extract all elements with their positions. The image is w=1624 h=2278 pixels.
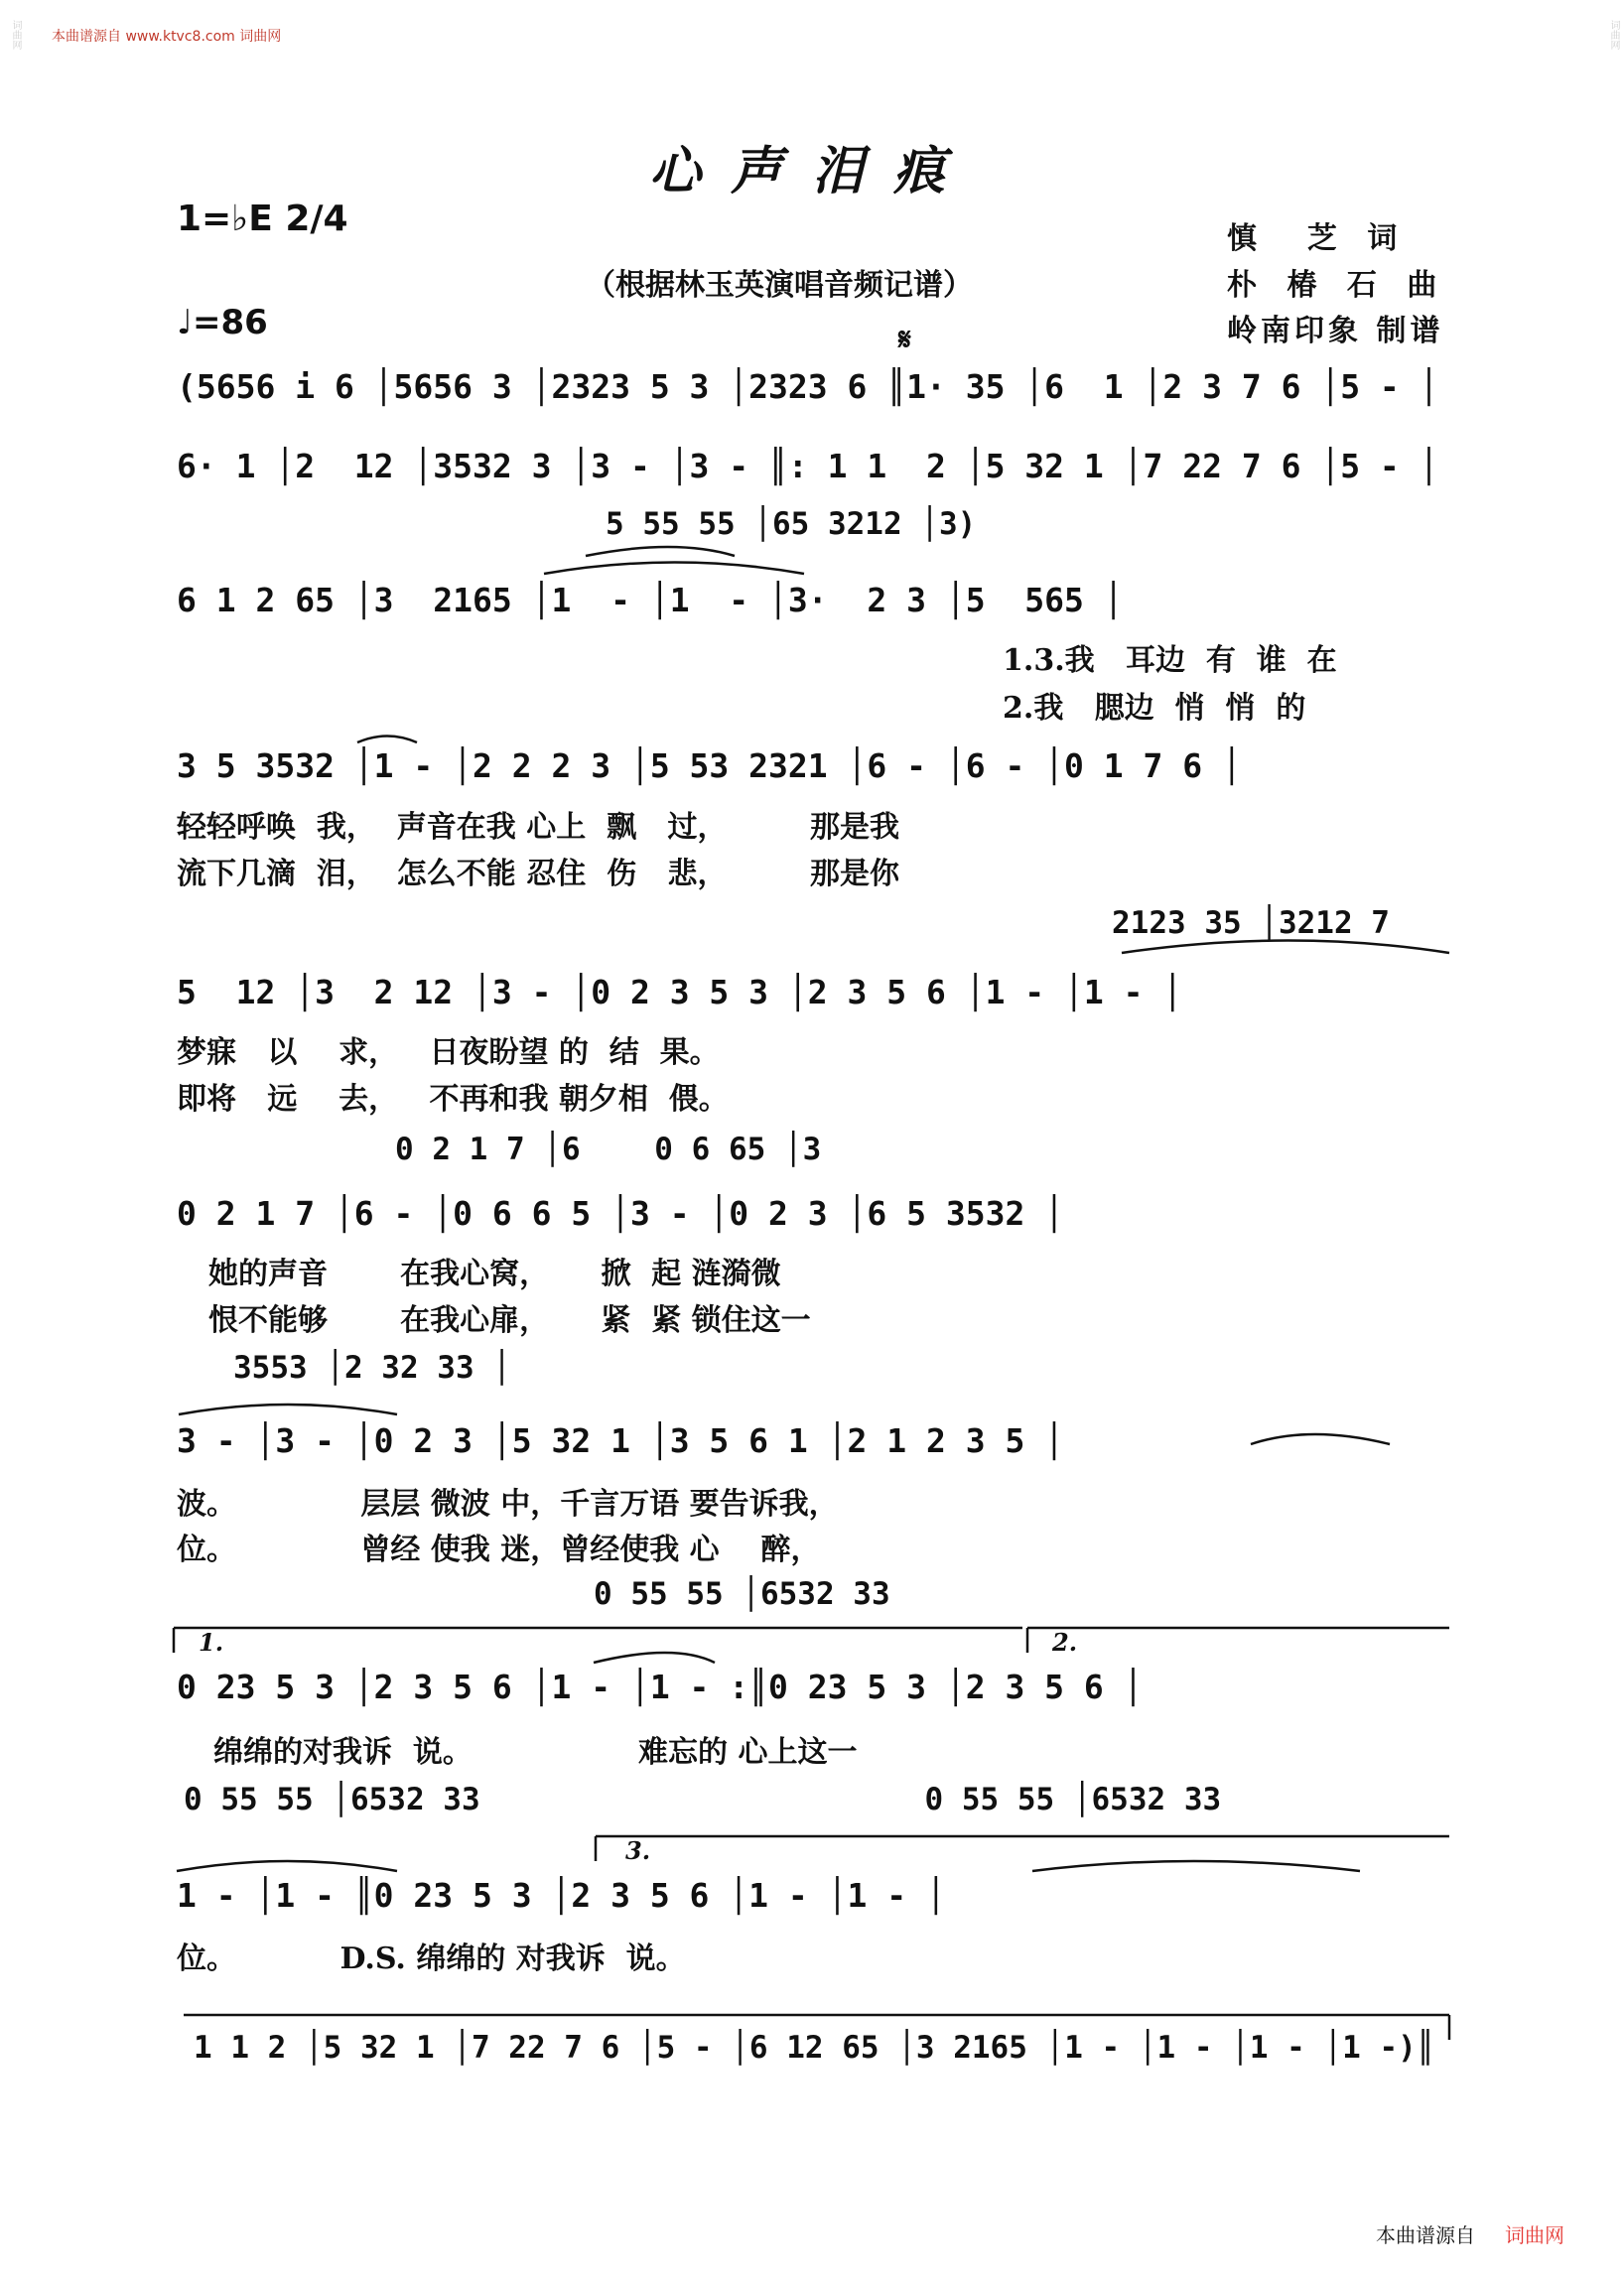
- system-10-notes: 1 1 2 │5 32 1 │7 22 7 6 │5 - │6 12 65 │3 2165 │1 - │1 - │1 - │1 -)║: [194, 2030, 1435, 2066]
- system-8-lyrics-1: 绵绵的对我诉 说。 难忘的 心上这一: [213, 1735, 858, 1770]
- volta-3-label: 3.: [625, 1836, 651, 1865]
- system-8-upper: 0 55 55 │6532 33: [594, 1576, 890, 1612]
- system-7-lyrics-1: 波。 层层 微波 中，千言万语 要告诉我，: [177, 1487, 839, 1522]
- system-3-lyrics-2: 2.我 腮边 悄 悄 的: [1003, 691, 1306, 726]
- system-3-upper: 5 55 55 │65 3212 │3): [606, 506, 977, 542]
- system-5-upper: 2123 35 │3212 7: [1112, 905, 1390, 941]
- composer-credit: 朴 椿 石 曲: [1227, 268, 1447, 303]
- system-4-notes: 3 5 3532 │1 - │2 2 2 3 │5 53 2321 │6 - │6 - │0 1 7 6 │: [177, 746, 1242, 785]
- system-3-notes: 6 1 2 65 │3 2165 │1 - │1 - │3· 2 3 │5 565 │: [177, 581, 1124, 619]
- system-6-upper: 0 2 1 7 │6 0 6 65 │3: [395, 1132, 822, 1167]
- footer-source-label: 本曲谱源自: [1376, 2223, 1475, 2247]
- system-9-notes: 1 - │1 - ║0 23 5 3 │2 3 5 6 │1 - │1 - │: [177, 1876, 946, 1915]
- side-watermark-right: 词曲网: [1608, 20, 1619, 50]
- footer-site-name: 词曲网: [1505, 2223, 1564, 2247]
- system-5-lyrics-2: 即将 远 去， 不再和我 朝夕相 偎。: [177, 1082, 729, 1117]
- system-4-lyrics-1: 轻轻呼唤 我， 声音在我 心上 飘 过， 那是我: [177, 810, 899, 845]
- volta-1-label: 1.: [199, 1628, 224, 1657]
- key-signature: 1=♭E 2/4: [177, 199, 348, 239]
- lyricist-credit: 慎 芝 词: [1227, 221, 1408, 256]
- system-6-lyrics-1: 她的声音 在我心窝， 掀 起 涟漪微: [208, 1257, 781, 1291]
- system-6-notes: 0 2 1 7 │6 - │0 6 6 5 │3 - │0 2 3 │6 5 3532 │: [177, 1194, 1065, 1233]
- segno-sign: 𝄋: [898, 323, 911, 357]
- tempo-mark: ♩=86: [177, 303, 268, 342]
- subtitle: （根据林玉英演唱音频记谱）: [586, 268, 973, 303]
- system-9-upper: 0 55 55 │6532 33 0 55 55 │6532 33: [184, 1782, 1222, 1817]
- system-5-lyrics-1: 梦寐 以 求， 日夜盼望 的 结 果。: [177, 1035, 720, 1070]
- volta-2-label: 2.: [1052, 1628, 1078, 1657]
- transcriber-credit: 岭南印象 制谱: [1227, 314, 1444, 348]
- system-5-notes: 5 12 │3 2 12 │3 - │0 2 3 5 3 │2 3 5 6 │1 - │1 - │: [177, 973, 1183, 1011]
- system-1-notes: (5656 i 6 │5656 3 │2323 5 3 │2323 6 ║1· 35 │6 1 │2 3 7 6 │5 - │: [177, 367, 1439, 406]
- system-7-lyrics-2: 位。 曾经 使我 迷，曾经使我 心 醉，: [177, 1533, 821, 1567]
- side-watermark-left: 词曲网: [10, 20, 21, 50]
- system-8-notes: 0 23 5 3 │2 3 5 6 │1 - │1 - :║0 23 5 3 │2 3 5 6 │: [177, 1668, 1144, 1706]
- system-9-lyrics-1: 位。 D.S. 绵绵的 对我诉 说。: [177, 1942, 686, 1976]
- song-title: 心声泪痕: [648, 141, 975, 201]
- system-4-lyrics-2: 流下几滴 泪， 怎么不能 忍住 伤 悲， 那是你: [177, 857, 899, 891]
- source-header: 本曲谱源自 www.ktvc8.com 词曲网: [52, 29, 282, 45]
- system-7-notes: 3 - │3 - │0 2 3 │5 32 1 │3 5 6 1 │2 1 2 3 5 │: [177, 1421, 1065, 1460]
- system-3-lyrics-1: 1.3.我 耳边 有 谁 在: [1003, 643, 1337, 678]
- system-6-lyrics-2: 恨不能够 在我心扉， 紧 紧 锁住这一: [208, 1303, 811, 1338]
- system-7-upper: 3553 │2 32 33 │: [233, 1350, 511, 1386]
- system-2-notes: 6· 1 │2 12 │3532 3 │3 - │3 - ║: 1 1 2 │5 32 1 │7 22 7 6 │5 - │: [177, 447, 1439, 485]
